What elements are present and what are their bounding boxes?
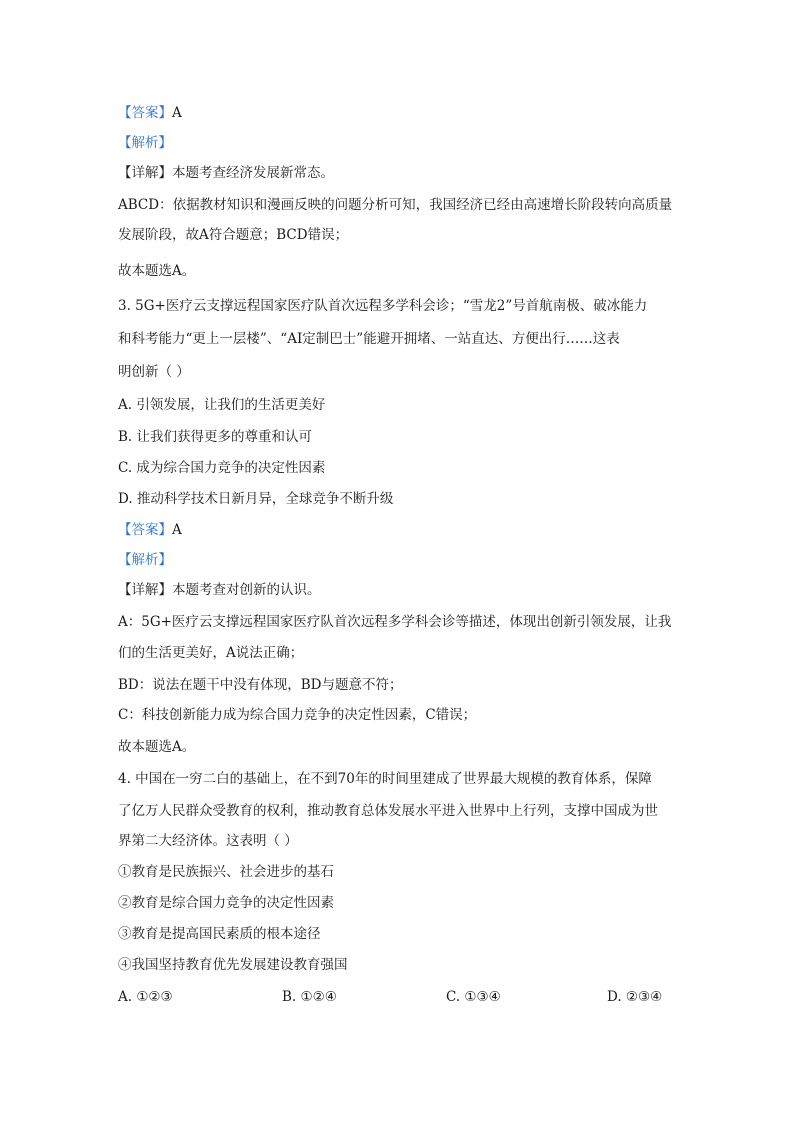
question-4-line-2: 了亿万人民群众受教育的权利，推动教育总体发展水平进入世界中上行列，支撑中国成为世: [118, 803, 658, 819]
explanation-2-line-3: BD：说法在题干中没有体现，BD与题意不符；: [118, 677, 403, 693]
detail-text: 本题考查对创新的认识。: [172, 582, 321, 598]
conclusion-1: 故本题选A。: [118, 263, 196, 279]
question-4-option-a: A. ①②③: [118, 989, 173, 1005]
question-4-option-b: B. ①②④: [282, 989, 337, 1005]
explanation-2-line-2: 们的生活更美好，A说法正确；: [118, 645, 304, 661]
question-3-option-c: C. 成为综合国力竞争的决定性因素: [118, 460, 326, 476]
question-3-line-3: 明创新（ ）: [118, 364, 190, 380]
analysis-tag: 【解析】: [118, 552, 172, 568]
answer-line-1: [118, 104, 678, 122]
detail-tag: 【详解】: [118, 165, 172, 181]
question-3-line-2: 和科考能力“更上一层楼”、“AI定制巴士”能避开拥堵、一站直达、方便出行……这表: [118, 331, 620, 347]
question-4-option-d: D. ②③④: [607, 989, 663, 1005]
question-4-options: [118, 988, 678, 1006]
conclusion-2: 故本题选A。: [118, 739, 196, 755]
question-4-option-c: C. ①③④: [446, 989, 501, 1005]
detail-line-1: [118, 164, 678, 182]
question-4-statement-1: ①教育是民族振兴、社会进步的基石: [118, 864, 334, 880]
question-4-line-3: 界第二大经济体。这表明（ ）: [118, 833, 298, 849]
explanation-2-line-4: C：科技创新能力成为综合国力竞争的决定性因素，C错误；: [118, 707, 477, 723]
question-4-line-1: 4. 中国在一穷二白的基础上，在不到70年的时间里建成了世界最大规模的教育体系，保障: [118, 771, 652, 787]
analysis-line-1: [118, 134, 678, 152]
answer-value: A: [172, 105, 182, 121]
question-3-option-a: A. 引领发展，让我们的生活更美好: [118, 397, 326, 413]
question-3-line-1: 3. 5G+医疗云支撑远程国家医疗队首次远程多学科会诊；“雪龙2”号首航南极、破冰能力: [118, 298, 648, 314]
answer-tag: 【答案】: [118, 522, 172, 538]
explanation-2-line-1: A：5G+医疗云支撑远程国家医疗队首次远程多学科会诊等描述，体现出创新引领发展，让我: [118, 614, 672, 630]
answer-tag: 【答案】: [118, 105, 172, 121]
explanation-1-line-2: 发展阶段，故A符合题意；BCD错误；: [118, 227, 349, 243]
analysis-line-2: [118, 551, 678, 569]
answer-value: A: [172, 522, 182, 538]
detail-line-2: [118, 581, 678, 599]
detail-tag: 【详解】: [118, 582, 172, 598]
answer-line-2: [118, 521, 678, 539]
question-3-option-d: D. 推动科学技术日新月异，全球竞争不断升级: [118, 491, 394, 507]
question-4-statement-3: ③教育是提高国民素质的根本途径: [118, 926, 321, 942]
explanation-1-line-1: ABCD：依据教材知识和漫画反映的问题分析可知，我国经济已经由高速增长阶段转向高质量: [118, 197, 673, 213]
question-4-statement-2: ②教育是综合国力竞争的决定性因素: [118, 895, 334, 911]
question-3-option-b: B. 让我们获得更多的尊重和认可: [118, 429, 313, 445]
question-4-statement-4: ④我国坚持教育优先发展建设教育强国: [118, 957, 348, 973]
detail-text: 本题考查经济发展新常态。: [172, 165, 334, 181]
analysis-tag: 【解析】: [118, 135, 172, 151]
